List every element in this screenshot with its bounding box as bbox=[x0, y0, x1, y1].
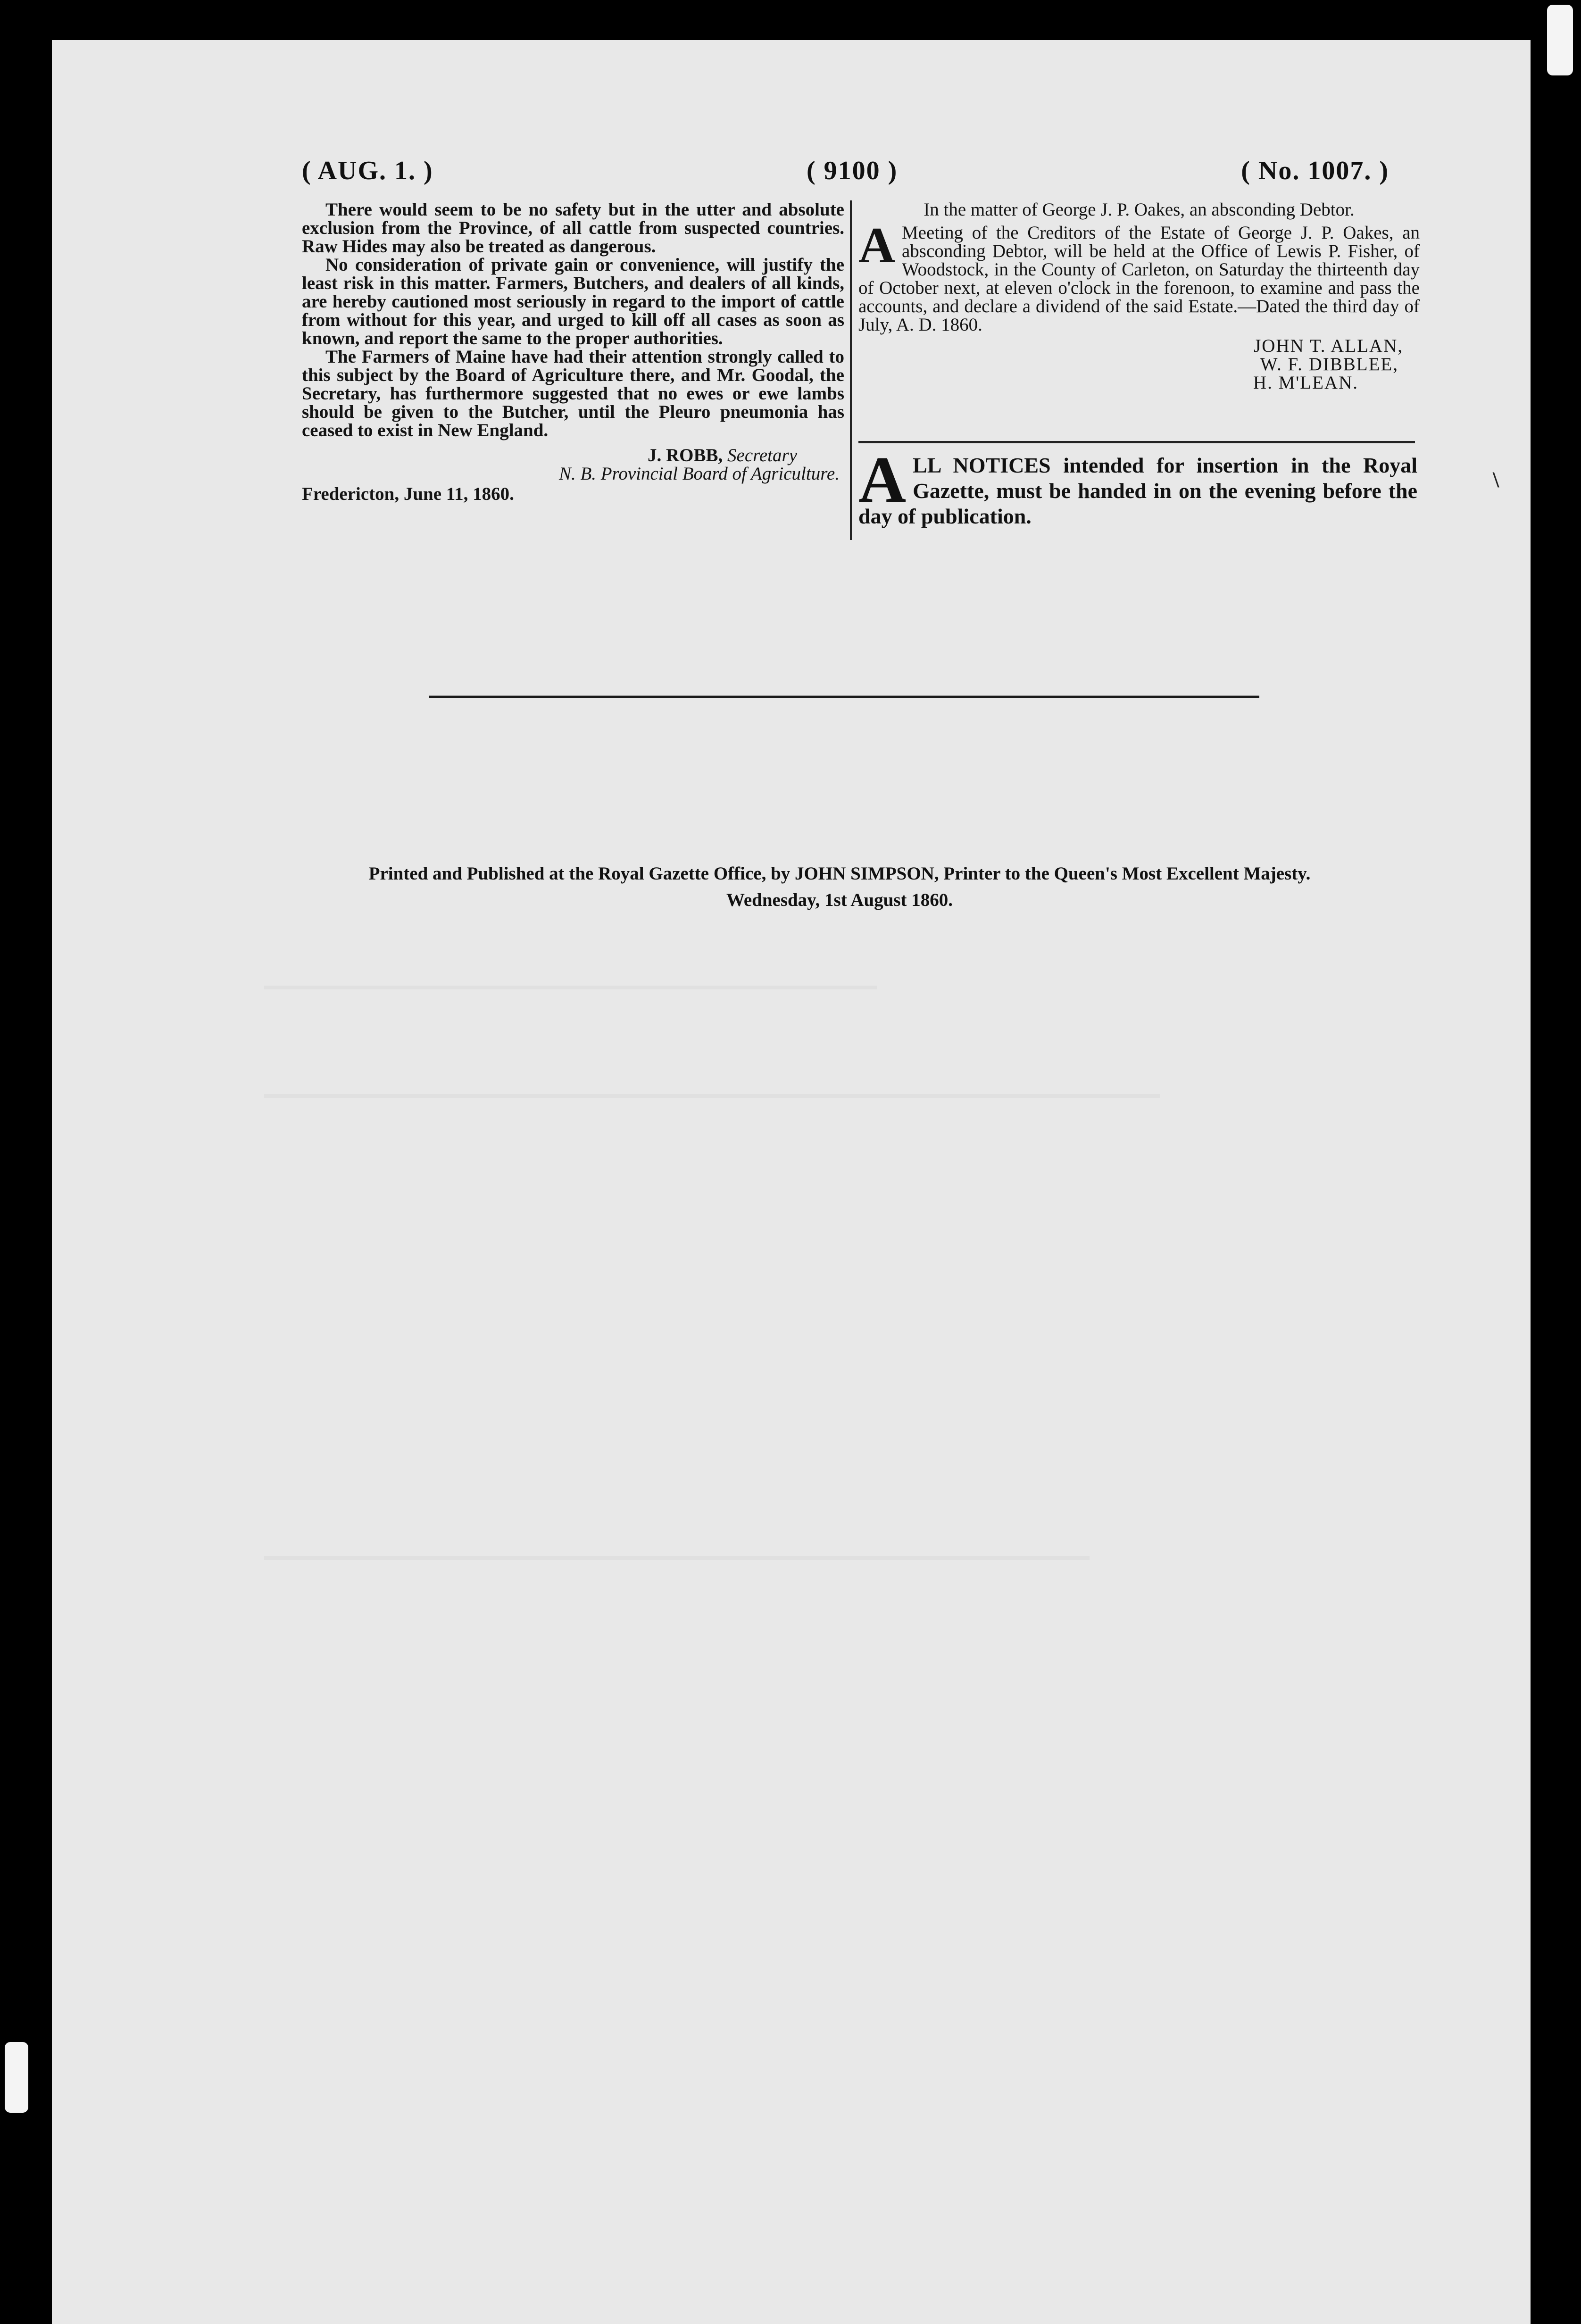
paragraph: There would seem to be no safety but in the utter and absolute exclusion from the Province, of all cattle from suspected countries. Raw Hides may also be treated as dangerous. bbox=[302, 199, 844, 257]
all-notices-text: LL NOTICES intended for insertion in the Royal Gazette, must be handed in on the evening before the day of publication. bbox=[858, 453, 1417, 528]
stray-mark: \ bbox=[1493, 467, 1499, 492]
signer: W. F. DIBBLEE, bbox=[1260, 354, 1398, 374]
header-page-number: ( 9100 ) bbox=[807, 156, 898, 185]
imprint bbox=[292, 861, 1387, 913]
all-notices-block bbox=[858, 443, 1417, 529]
left-column bbox=[302, 200, 844, 503]
right-column bbox=[858, 200, 1420, 392]
notice-body: Meeting of the Creditors of the Estate of George J. P. Oakes, an absconding Debtor, will be held at the Office of Lewis P. Fisher, of Woodstock, in the County of Carleton, on Saturday the thirteenth day of October next, at eleven o'clock in the forenoon, to examine and pass the accounts, and declare a dividend of the said Estate.—Dated the third day of July, A. D. 1860. bbox=[858, 223, 1420, 335]
paragraph: No consideration of private gain or convenience, will justify the least risk in this matter. Farmers, Butchers, and dealers of all kinds, are hereby cautioned most seriously in regard to the import of cattle from without for this year, and urged to kill off all cases as soon as known, and report the same to the proper authorities. bbox=[302, 255, 844, 349]
drop-cap: A bbox=[858, 217, 895, 274]
signature-name: J. ROBB, bbox=[647, 445, 723, 465]
signature-board: N. B. Provincial Board of Agriculture. bbox=[558, 464, 840, 484]
closing-rule bbox=[429, 696, 1259, 698]
page-edge-tab bbox=[1547, 5, 1573, 75]
imprint-date: Wednesday, 1st August 1860. bbox=[726, 890, 953, 910]
signer: JOHN T. ALLAN, bbox=[1254, 336, 1403, 356]
signer: H. M'LEAN. bbox=[1253, 373, 1358, 393]
signature-block bbox=[302, 446, 844, 465]
place-date: Fredericton, June 11, 1860. bbox=[302, 484, 514, 504]
bleed-through bbox=[264, 1094, 1160, 1098]
header-date: ( AUG. 1. ) bbox=[302, 156, 433, 185]
drop-cap: A bbox=[858, 443, 907, 516]
bleed-through bbox=[264, 1556, 1090, 1560]
header-issue-number: ( No. 1007. ) bbox=[1241, 156, 1389, 185]
signature-role: Secretary bbox=[727, 445, 797, 465]
signers-list bbox=[858, 337, 1420, 392]
page-header bbox=[302, 156, 1398, 193]
page-edge-tab bbox=[5, 2042, 28, 2113]
paragraph: The Farmers of Maine have had their attention strongly called to this subject by the Board of Agriculture there, and Mr. Goodal, the Secretary, has furthermore suggested that no ewes or ewe lambs should be given to the Butcher, until the Pleuro pneumonia has ceased to exist in New England. bbox=[302, 347, 844, 440]
section-rule bbox=[858, 441, 1415, 443]
bleed-through bbox=[264, 986, 877, 989]
notice-heading: In the matter of George J. P. Oakes, an absconding Debtor. bbox=[924, 199, 1355, 220]
column-divider bbox=[850, 200, 852, 540]
creditors-notice bbox=[858, 217, 1420, 335]
imprint-line: Printed and Published at the Royal Gazette Office, by JOHN SIMPSON, Printer to the Queen's Most Excellent Majesty. bbox=[368, 863, 1311, 884]
